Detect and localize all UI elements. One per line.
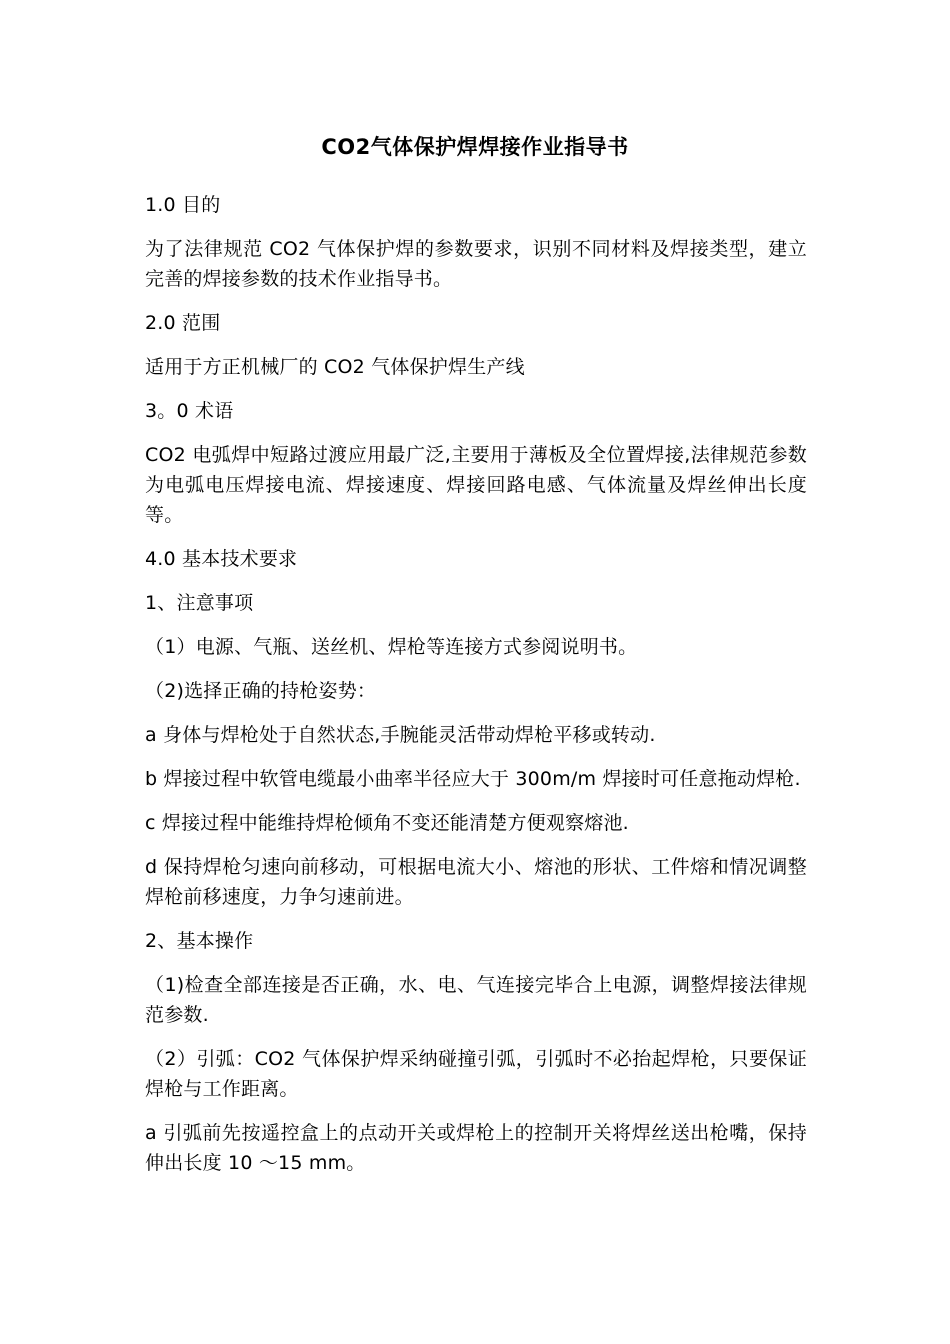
list-item: a 引弧前先按遥控盒上的点动开关或焊枪上的控制开关将焊丝送出枪嘴，保持伸出长度 10 ～15 mm。 — [145, 1122, 807, 1174]
list-item: （2）引弧：CO2 气体保护焊采纳碰撞引弧，引弧时不必抬起焊枪，只要保证焊枪与工作距离。 — [145, 1048, 807, 1100]
section-heading-purpose: 1.0 目的 — [145, 194, 221, 216]
paragraph-purpose: 为了法律规范 CO2 气体保护焊的参数要求，识别不同材料及焊接类型，建立完善的焊接参数的技术作业指导书。 — [145, 238, 807, 290]
list-item: （2)选择正确的持枪姿势： — [145, 680, 377, 702]
subheading-basic-operation: 2、基本操作 — [145, 930, 254, 952]
section-heading-terms: 3。0 术语 — [145, 400, 234, 422]
paragraph-scope: 适用于方正机械厂的 CO2 气体保护焊生产线 — [145, 356, 525, 378]
document-title: CO2气体保护焊焊接作业指导书 — [321, 135, 629, 159]
subheading-precautions: 1、注意事项 — [145, 592, 254, 614]
list-item: b 焊接过程中软管电缆最小曲率半径应大于 300m/m 焊接时可任意拖动焊枪. — [145, 768, 801, 790]
paragraph-terms: CO2 电弧焊中短路过渡应用最广泛,主要用于薄板及全位置焊接,法律规范参数为电弧电压焊接电流、焊接速度、焊接回路电感、气体流量及焊丝伸出长度等。 — [145, 444, 807, 526]
list-item: （1)检查全部连接是否正确，水、电、气连接完毕合上电源，调整焊接法律规范参数. — [145, 974, 807, 1026]
list-item: d 保持焊枪匀速向前移动，可根据电流大小、熔池的形状、工件熔和情况调整焊枪前移速度，力争匀速前进。 — [145, 856, 807, 908]
list-item: c 焊接过程中能维持焊枪倾角不变还能清楚方便观察熔池. — [145, 812, 629, 834]
document-body — [145, 190, 807, 1192]
section-heading-scope: 2.0 范围 — [145, 312, 221, 334]
section-heading-requirements: 4.0 基本技术要求 — [145, 548, 298, 570]
list-item: a 身体与焊枪处于自然状态,手腕能灵活带动焊枪平移或转动. — [145, 724, 656, 746]
list-item: （1）电源、气瓶、送丝机、焊枪等连接方式参阅说明书。 — [145, 636, 638, 658]
